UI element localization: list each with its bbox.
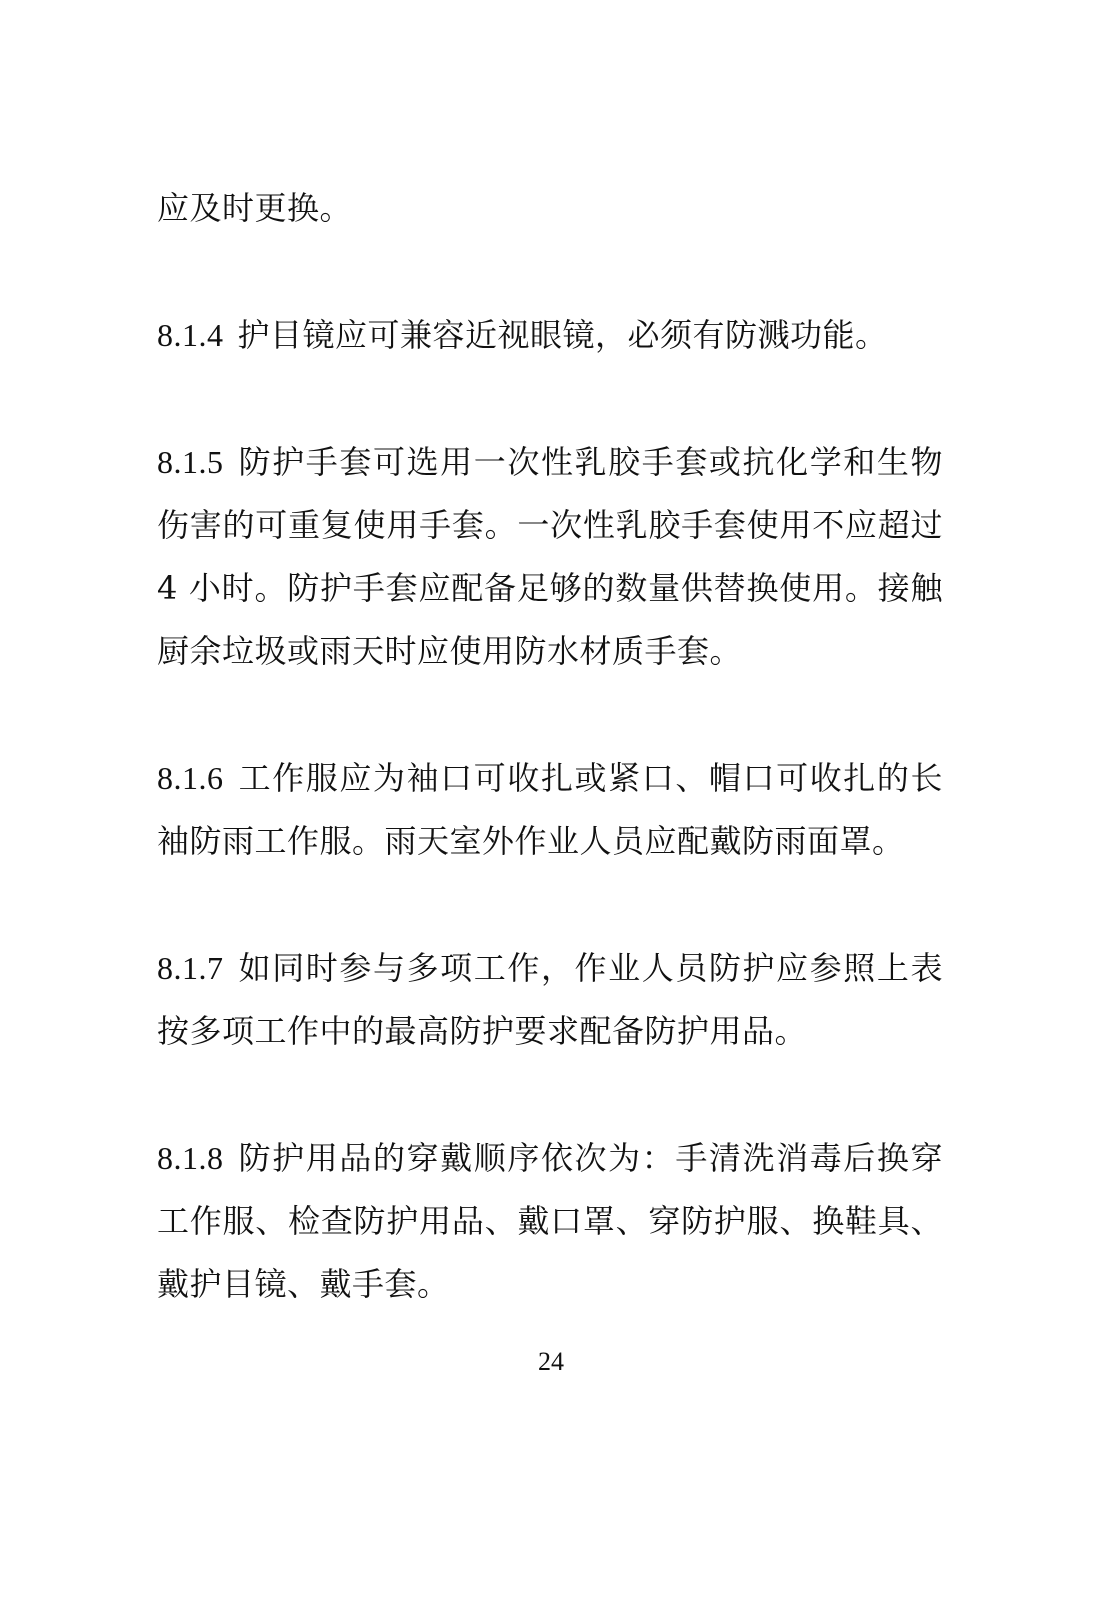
section-number: 8.1.7 [157,950,224,986]
section-text: 防护手套可选用一次性乳胶手套或抗化学和生物伤害的可重复使用手套。一次性乳胶手套使用不应超过 4 小时。防护手套应配备足够的数量供替换使用。接触厨余垃圾或雨天时应使用防水材质手套。 [157,443,943,670]
section-text: 防护用品的穿戴顺序依次为：手清洗消毒后换穿工作服、检查防护用品、戴口罩、穿防护服、换鞋具、戴护目镜、戴手套。 [157,1139,943,1303]
section-text: 如同时参与多项工作，作业人员防护应参照上表按多项工作中的最高防护要求配备防护用品。 [157,949,943,1050]
section-8-1-6 [157,747,943,873]
section-8-1-4 [157,304,943,367]
section-text: 护目镜应可兼容近视眼镜，必须有防溅功能。 [237,316,888,354]
continuation-paragraph [157,177,943,240]
section-number: 8.1.6 [157,760,224,796]
section-number: 8.1.4 [157,317,224,353]
section-number: 8.1.5 [157,444,224,480]
continuation-text: 应及时更换。 [157,189,353,227]
section-8-1-7 [157,937,943,1063]
page-number: 24 [538,1347,564,1376]
section-8-1-8 [157,1127,943,1316]
document-body [157,177,943,1380]
section-8-1-5 [157,431,943,683]
section-number: 8.1.8 [157,1140,224,1176]
section-text: 工作服应为袖口可收扎或紧口、帽口可收扎的长袖防雨工作服。雨天室外作业人员应配戴防雨面罩。 [157,759,943,860]
